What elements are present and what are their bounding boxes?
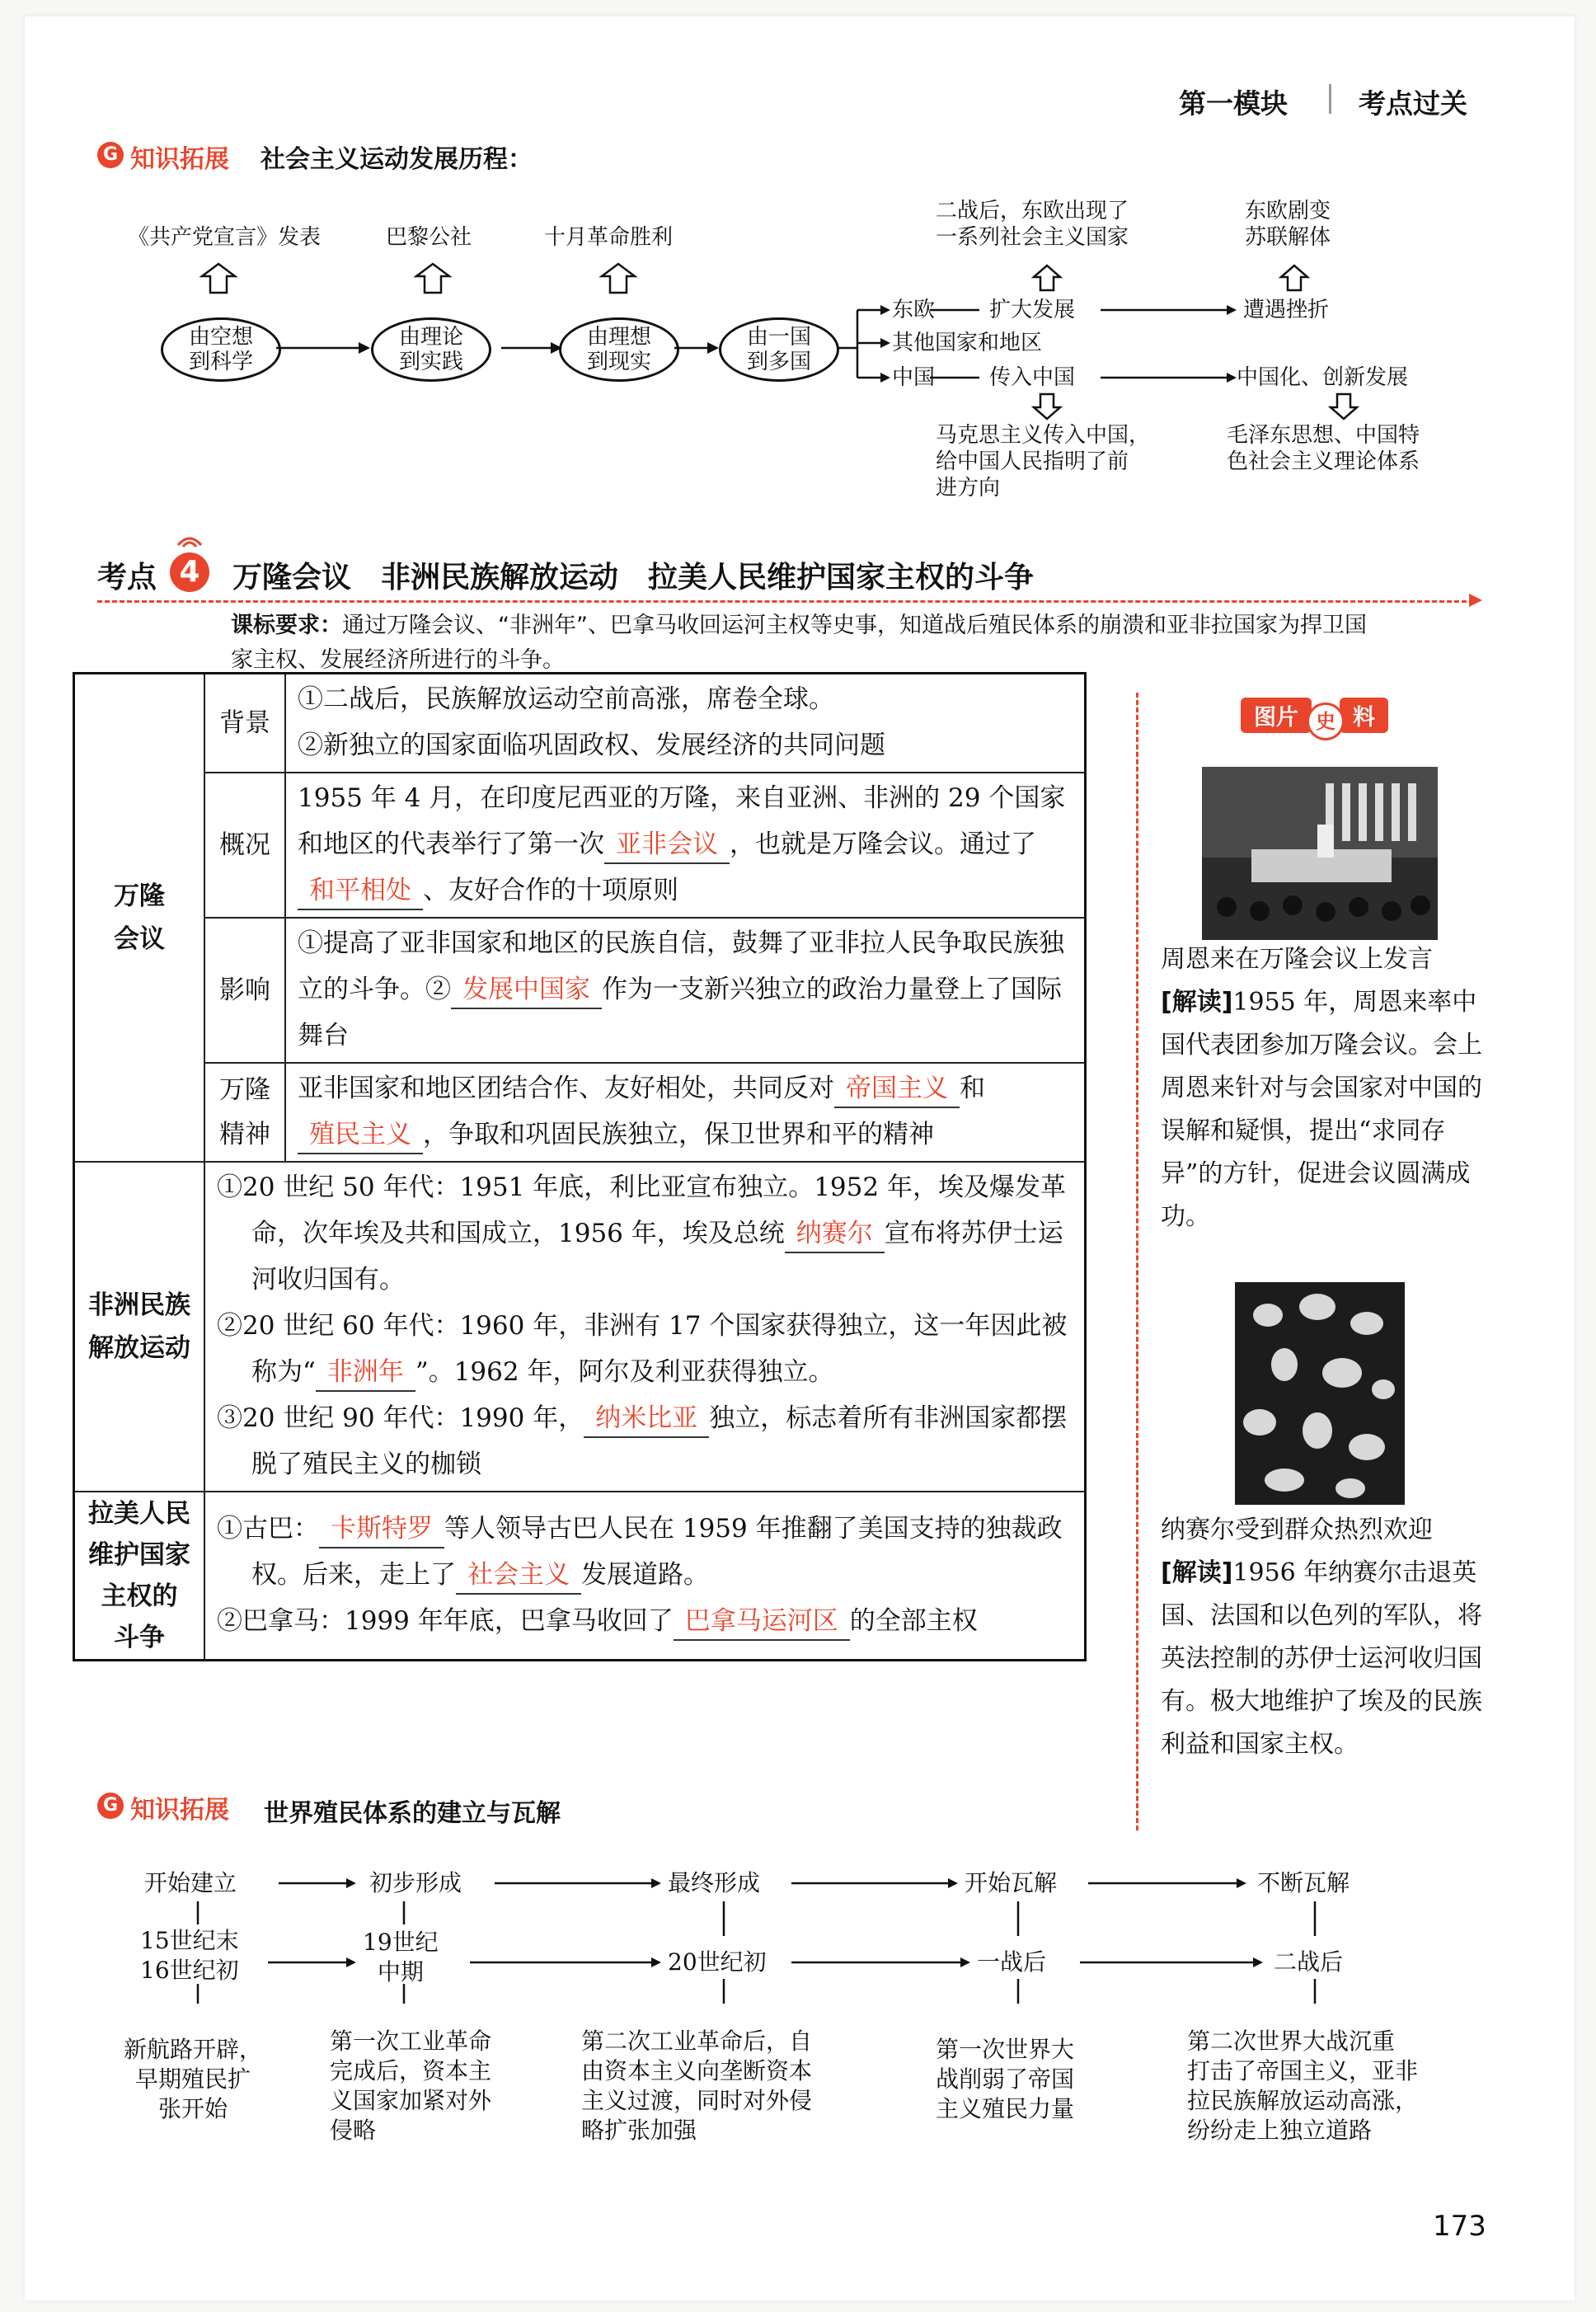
event-manifesto: 《共产党宣言》发表	[128, 225, 322, 250]
note-marxism: 马克思主义传入中国， 给中国人民指明了前 进方向	[936, 423, 1151, 500]
africa-3-text-a: ③20 世纪 90 年代：1990 年，	[217, 1403, 584, 1433]
africa-1-text-b: 宣布将苏伊士运河收归国有。	[251, 1219, 1063, 1295]
divider-arrow-icon	[1469, 594, 1484, 609]
colonial-stage-4: 开始瓦解	[965, 1869, 1058, 1896]
colonial-time-3: 20世纪初	[668, 1948, 767, 1976]
latin-point-2	[217, 1598, 1074, 1644]
reading-1	[1161, 981, 1482, 1238]
africa-3-text-b: 独立，标志着所有非洲国家都摆脱了殖民主义的枷锁	[251, 1403, 1068, 1479]
photo-caption-1: 周恩来在万隆会议上发言	[1161, 945, 1433, 974]
kaodian-prefix: 考点	[97, 561, 157, 594]
sidebar-divider	[1136, 693, 1138, 1830]
africa-2-text-a: ②20 世纪 60 年代：1960 年，非洲有 17 个国家获得独立，这一年因此被称为“	[217, 1311, 1068, 1387]
section-title: 考点过关	[1359, 87, 1467, 120]
overview-text-b: ，也就是万隆会议。通过了	[730, 829, 1036, 859]
requirement-line-1: 通过万隆会议、“非洲年”、巴拿马收回运河主权等史事，知道战后殖民体系的崩溃和亚非拉国家为捍卫国	[342, 613, 1367, 638]
latin-2-text-b: 的全部主权	[849, 1606, 978, 1636]
kaodian-divider	[97, 600, 1474, 603]
label-impact: 影响	[204, 918, 285, 1063]
label-background: 背景	[204, 674, 285, 773]
reading-1-label: [解读]	[1161, 988, 1233, 1017]
branch-china: 中国	[892, 365, 936, 390]
note-collapse: 东欧剧变 苏联解体	[1245, 199, 1331, 250]
branch-expand: 扩大发展	[989, 298, 1076, 322]
latin-1-text-c: 发展道路。	[581, 1560, 709, 1590]
table-row	[74, 918, 1086, 1063]
sidebar-label-mid: 史	[1307, 703, 1345, 740]
sidebar-label-b: 料	[1340, 698, 1388, 733]
category-africa: 非洲民族 解放运动	[74, 1162, 205, 1492]
knowledge-table	[73, 672, 1087, 1661]
event-paris-commune: 巴黎公社	[386, 225, 472, 250]
branch-spread: 传入中国	[989, 365, 1076, 390]
colonial-stage-5: 不断瓦解	[1257, 1869, 1350, 1896]
photo-caption-2: 纳赛尔受到群众热烈欢迎	[1161, 1515, 1433, 1544]
reading-1-text: 1955 年，周恩来率中国代表团参加万隆会议。会上周恩来针对与会国家对中国的误解和疑惧，提出“求同存异”的方针，促进会议圆满成功。	[1161, 988, 1482, 1231]
answer-panama-canal-zone: 巴拿马运河区	[674, 1603, 850, 1641]
photo-zhou-enlai-bandung	[1202, 767, 1438, 940]
latin-1-text-b: 等人领导古巴人民在 1959 年推翻了美国支持的独裁政权。后来，走上了	[251, 1514, 1063, 1590]
requirement-label: 课标要求：	[231, 613, 342, 638]
cell-impact	[285, 918, 1086, 1063]
knowledge-icon: G	[97, 142, 124, 168]
knowledge-label: 知识拓展	[130, 145, 229, 174]
overview-text-a: 1955 年 4 月，在印度尼西亚的万隆，来自亚洲、非洲的 29 个国家和地区的代表举行了第一次	[298, 783, 1066, 859]
answer-namibia: 纳米比亚	[584, 1400, 709, 1438]
impact-text-a: ①提高了亚非国家和地区的民族自信，鼓舞了亚非拉人民争取民族独立的斗争。②	[298, 928, 1064, 1004]
label-bandung-spirit: 万隆 精神	[204, 1063, 285, 1162]
stage-oval-3: 由理想 到现实	[559, 317, 679, 382]
branch-east-europe: 东欧	[892, 298, 936, 322]
colonial-desc-3: 第二次工业革命后，自 由资本主义向垄断资本 主义过渡，同时对外侵 略扩张加强	[581, 2028, 813, 2144]
branch-setback: 遭遇挫折	[1243, 298, 1330, 322]
spirit-text-a: 亚非国家和地区团结合作、友好相处，共同反对	[298, 1074, 834, 1103]
module-title: 第一模块	[1179, 87, 1288, 120]
category-bandung: 万隆 会议	[74, 674, 205, 1163]
answer-nasser: 纳赛尔	[785, 1215, 885, 1253]
latin-2-text-a: ②巴拿马：1999 年年底，巴拿马收回了	[217, 1606, 674, 1636]
sidebar-label-a: 图片	[1241, 698, 1312, 733]
answer-castro: 卡斯特罗	[319, 1511, 444, 1548]
cell-latin-america	[204, 1492, 1086, 1661]
table-row	[74, 674, 1086, 773]
answer-imperialism: 帝国主义	[834, 1070, 960, 1108]
curriculum-requirement	[231, 609, 1484, 678]
note-ww2: 二战后，东欧出现了 一系列社会主义国家	[936, 199, 1129, 250]
table-row	[74, 1162, 1086, 1492]
answer-colonialism: 殖民主义	[298, 1116, 423, 1154]
colonial-desc-5: 第二次世界大战沉重 打击了帝国主义，亚非 拉民族解放运动高涨， 纷纷走上独立道路	[1187, 2028, 1419, 2144]
background-point-1: ①二战后，民族解放运动空前高涨，席卷全球。	[298, 684, 834, 714]
stage-oval-4: 由一国 到多国	[719, 317, 839, 382]
colonial-time-5: 二战后	[1274, 1948, 1344, 1976]
answer-asia-africa-conference: 亚非会议	[604, 826, 730, 864]
answer-africa-year: 非洲年	[316, 1354, 415, 1392]
reading-2	[1161, 1552, 1482, 1766]
colonial-flow-arrows	[0, 1839, 1596, 2004]
sidebar-label	[1241, 698, 1388, 740]
knowledge-title: 社会主义运动发展历程：	[261, 145, 533, 174]
knowledge-icon: G	[97, 1793, 124, 1819]
colonial-stage-3: 最终形成	[668, 1869, 761, 1896]
label-overview: 概况	[204, 773, 285, 918]
spirit-text-c: ，争取和巩固民族独立，保卫世界和平的精神	[423, 1120, 934, 1149]
cell-overview	[285, 773, 1086, 918]
africa-2-text-b: ”。1962 年，阿尔及利亚获得独立。	[415, 1357, 834, 1387]
cell-background	[285, 674, 1086, 773]
category-latin-america: 拉美人民 维护国家 主权的 斗争	[74, 1492, 205, 1661]
knowledge-title-2: 世界殖民体系的建立与瓦解	[264, 1799, 561, 1828]
background-point-2: ②新独立的国家面临巩固政权、发展经济的共同问题	[298, 731, 885, 760]
event-october-revolution: 十月革命胜利	[544, 225, 674, 250]
colonial-desc-2: 第一次工业革命 完成后，资本主 义国家加紧对外 侵略	[330, 2028, 492, 2144]
impact-text-b: 作为一支新兴独立的政治力量登上了国际舞台	[298, 975, 1062, 1050]
colonial-desc-4: 第一次世界大 战削弱了帝国 主义殖民力量	[936, 2036, 1075, 2122]
page-number: 173	[1433, 2210, 1486, 2243]
branch-sinicize: 中国化、创新发展	[1237, 365, 1409, 390]
africa-point-1	[217, 1164, 1074, 1303]
reading-2-label: [解读]	[1161, 1558, 1233, 1587]
kaodian-number-badge: 4	[170, 552, 209, 592]
branch-others: 其他国家和地区	[892, 331, 1043, 355]
africa-point-2	[217, 1303, 1074, 1395]
colonial-stage-1: 开始建立	[144, 1869, 237, 1896]
stage-oval-2: 由理论 到实践	[371, 317, 491, 382]
signal-icon	[170, 524, 209, 550]
requirement-line-2: 家主权、发展经济所进行的斗争。	[231, 647, 565, 673]
knowledge-label-2: 知识拓展	[130, 1796, 229, 1825]
note-theory: 毛泽东思想、中国特 色社会主义理论体系	[1227, 423, 1420, 474]
table-row	[74, 1492, 1086, 1661]
answer-socialism: 社会主义	[456, 1557, 581, 1595]
table-row	[74, 1063, 1086, 1162]
colonial-time-2: 19世纪 中期	[363, 1929, 439, 1985]
cell-africa	[204, 1162, 1086, 1492]
cell-bandung-spirit	[285, 1063, 1086, 1162]
answer-developing-countries: 发展中国家	[451, 971, 602, 1009]
colonial-stage-2: 初步形成	[369, 1869, 462, 1896]
table-row	[74, 773, 1086, 918]
spirit-text-b: 和	[960, 1074, 985, 1103]
colonial-time-1: 15世纪末 16世纪初	[140, 1927, 239, 1984]
stage-oval-1: 由空想 到科学	[161, 317, 281, 382]
latin-1-text-a: ①古巴：	[217, 1514, 319, 1544]
colonial-desc-1: 新航路开辟， 早期殖民扩 张开始	[124, 2036, 263, 2122]
kaodian-title: 万隆会议 非洲民族解放运动 拉美人民维护国家主权的斗争	[232, 561, 1035, 594]
africa-point-3	[217, 1395, 1074, 1487]
answer-peaceful-coexistence: 和平相处	[298, 872, 423, 910]
latin-point-1	[217, 1506, 1074, 1598]
colonial-time-4: 一战后	[977, 1948, 1047, 1976]
overview-text-c: 、友好合作的十项原则	[423, 876, 678, 905]
photo-nasser-welcomed	[1235, 1282, 1405, 1505]
reading-2-text: 1956 年纳赛尔击退英国、法国和以色列的军队，将英法控制的苏伊士运河收归国有。极大地维护了埃及的民族利益和国家主权。	[1161, 1558, 1482, 1759]
africa-1-text-a: ①20 世纪 50 年代：1951 年底，利比亚宣布独立。1952 年，埃及爆发革命，次年埃及共和国成立，1956 年，埃及总统	[217, 1172, 1066, 1248]
